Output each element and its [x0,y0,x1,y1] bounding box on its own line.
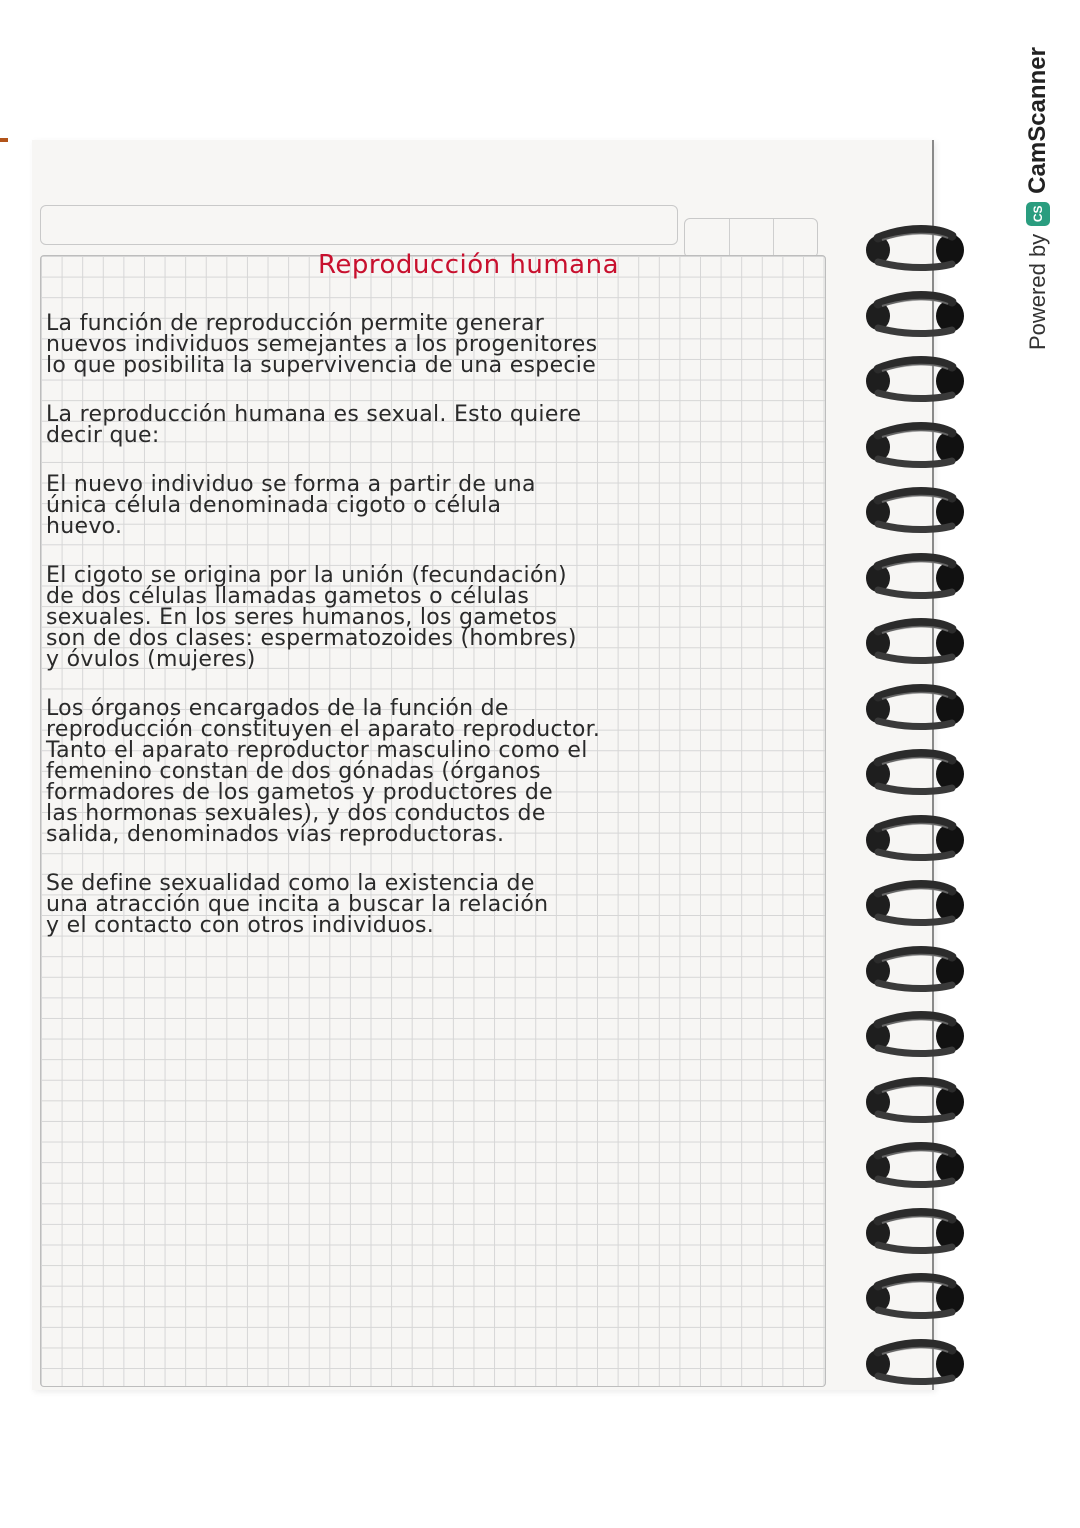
text-line: El cigoto se origina por la unión (fecundación) [46,563,567,588]
corner-mark [0,138,8,142]
text-line: Tanto el aparato reproductor masculino como el [46,738,588,763]
text-line: lo que posibilita la supervivencia de una especie [46,353,597,378]
text-line: La reproducción humana es sexual. Esto quiere [46,402,582,427]
paragraph-sexual-reproduction [46,402,821,448]
paragraph-reproductive-organs [46,696,821,847]
text-line: salida, denominados vías reproductoras. [46,822,505,847]
spiral-coil [848,417,978,477]
watermark-brand: CamScanner [1024,47,1051,194]
paragraph-zygote [46,472,821,539]
spiral-coil [848,1006,978,1066]
text-line: las hormonas sexuales), y dos conductos de [46,801,546,826]
paragraph-sexuality [46,871,821,938]
spiral-coil [848,679,978,739]
spiral-coil [848,1072,978,1132]
spiral-coil [848,613,978,673]
text-line: Se define sexualidad como la existencia de [46,871,535,896]
spiral-coil [848,1137,978,1197]
page-title: Reproducción humana [318,250,619,280]
text-line: La función de reproducción permite generar [46,311,545,336]
text-line: reproducción constituyen el aparato reproductor. [46,717,601,742]
spiral-coil [848,286,978,346]
text-line: femenino constan de dos gónadas (órganos [46,759,541,784]
spiral-coil [848,1203,978,1263]
spiral-coil [848,482,978,542]
paragraph-gametes [46,563,821,672]
text-line: formadores de los gametos y productores de [46,780,553,805]
watermark-prefix: Powered by [1025,233,1050,350]
spiral-coil [848,810,978,870]
spiral-coil [848,1268,978,1328]
text-line: una atracción que incita a buscar la relación [46,892,549,917]
spiral-coil [848,744,978,804]
text-line: decir que: [46,423,160,448]
header-box [40,205,678,245]
paragraph-reproduction-function [46,311,821,378]
spiral-coil [848,351,978,411]
spiral-coil [848,220,978,280]
text-line: nuevos individuos semejantes a los progenitores [46,332,598,357]
spiral-coil [848,875,978,935]
camscanner-logo-icon: CS [1026,202,1050,226]
text-line: única célula denominada cigoto o célula [46,493,502,518]
text-line: huevo. [46,514,123,539]
spiral-coil [848,548,978,608]
text-line: y el contacto con otros individuos. [46,913,435,938]
text-line: sexuales. En los seres humanos, los gametos [46,605,558,630]
notes-content [46,250,821,965]
text-line: y óvulos (mujeres) [46,647,256,672]
camscanner-watermark [1008,20,1068,350]
text-line: Los órganos encargados de la función de [46,696,509,721]
text-line: son de dos clases: espermatozoides (hombres) [46,626,577,651]
spiral-coil [848,941,978,1001]
text-line: de dos células llamadas gametos o células [46,584,530,609]
spiral-binding [848,210,978,1390]
spiral-coil [848,1334,978,1394]
text-line: El nuevo individuo se forma a partir de una [46,472,536,497]
